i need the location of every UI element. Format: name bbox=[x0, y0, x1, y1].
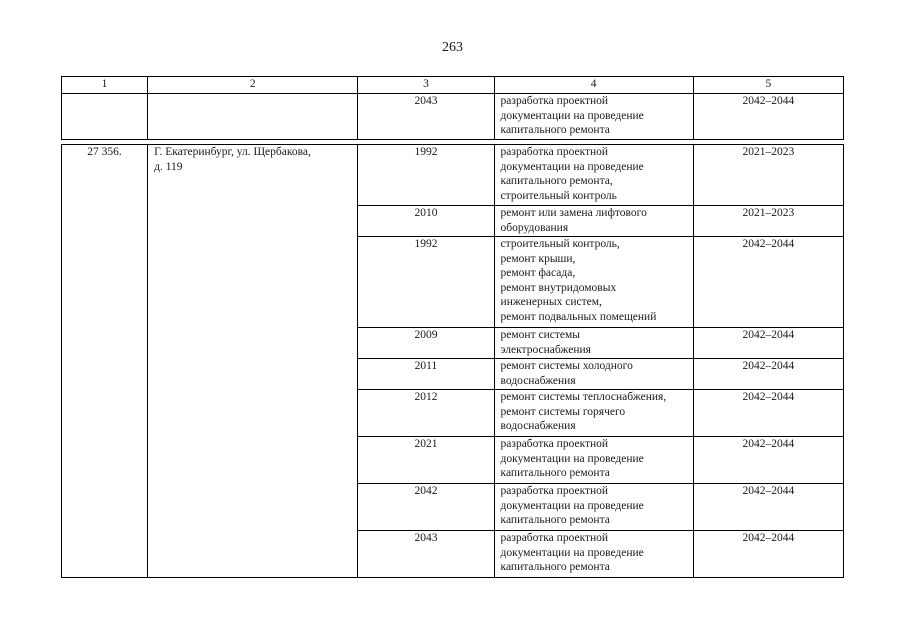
cell-address bbox=[148, 94, 358, 140]
cell-period: 2042–2044 bbox=[693, 390, 843, 437]
column-number-3: 3 bbox=[358, 77, 494, 94]
cell-num bbox=[62, 94, 148, 140]
cell-address: Г. Екатеринбург, ул. Щербакова, д. 119 bbox=[148, 145, 358, 578]
column-number-4: 4 bbox=[494, 77, 693, 94]
cell-year: 2043 bbox=[358, 94, 494, 140]
cell-work: ремонт системы холодного водоснабжения bbox=[494, 359, 693, 390]
cell-year: 2042 bbox=[358, 484, 494, 531]
cell-work: разработка проектной документации на проведение капитального ремонта bbox=[494, 94, 693, 140]
column-number-1: 1 bbox=[62, 77, 148, 94]
cell-year: 2021 bbox=[358, 437, 494, 484]
cell-num: 27 356. bbox=[62, 145, 148, 578]
cell-period: 2042–2044 bbox=[693, 531, 843, 578]
cell-work: разработка проектной документации на проведение капитального ремонта bbox=[494, 531, 693, 578]
cell-period: 2021–2023 bbox=[693, 145, 843, 206]
cell-year: 2011 bbox=[358, 359, 494, 390]
cell-work: разработка проектной документации на проведение капитального ремонта bbox=[494, 484, 693, 531]
cell-work: ремонт системы теплоснабжения, ремонт системы горячего водоснабжения bbox=[494, 390, 693, 437]
cell-period: 2042–2044 bbox=[693, 237, 843, 328]
cell-year: 2010 bbox=[358, 206, 494, 237]
column-number-row bbox=[62, 77, 844, 94]
cell-period: 2021–2023 bbox=[693, 206, 843, 237]
cell-work: строительный контроль, ремонт крыши, ремонт фасада, ремонт внутридомовых инженерных систем, ремонт подвальных помещений bbox=[494, 237, 693, 328]
column-number-5: 5 bbox=[693, 77, 843, 94]
table-row bbox=[62, 145, 844, 206]
cell-period: 2042–2044 bbox=[693, 94, 843, 140]
cell-year: 2043 bbox=[358, 531, 494, 578]
cell-year: 2012 bbox=[358, 390, 494, 437]
cell-period: 2042–2044 bbox=[693, 328, 843, 359]
cell-period: 2042–2044 bbox=[693, 484, 843, 531]
table-entry bbox=[61, 144, 844, 578]
column-number-2: 2 bbox=[148, 77, 358, 94]
cell-year: 1992 bbox=[358, 237, 494, 328]
continuation-row bbox=[62, 94, 844, 140]
cell-work: разработка проектной документации на проведение капитального ремонта bbox=[494, 437, 693, 484]
cell-year: 1992 bbox=[358, 145, 494, 206]
cell-work: разработка проектной документации на проведение капитального ремонта, строительный контроль bbox=[494, 145, 693, 206]
cell-year: 2009 bbox=[358, 328, 494, 359]
cell-work: ремонт или замена лифтового оборудования bbox=[494, 206, 693, 237]
cell-work: ремонт системы электроснабжения bbox=[494, 328, 693, 359]
page-number: 263 bbox=[442, 40, 463, 55]
table-header-continuation bbox=[61, 76, 844, 140]
cell-period: 2042–2044 bbox=[693, 437, 843, 484]
cell-period: 2042–2044 bbox=[693, 359, 843, 390]
